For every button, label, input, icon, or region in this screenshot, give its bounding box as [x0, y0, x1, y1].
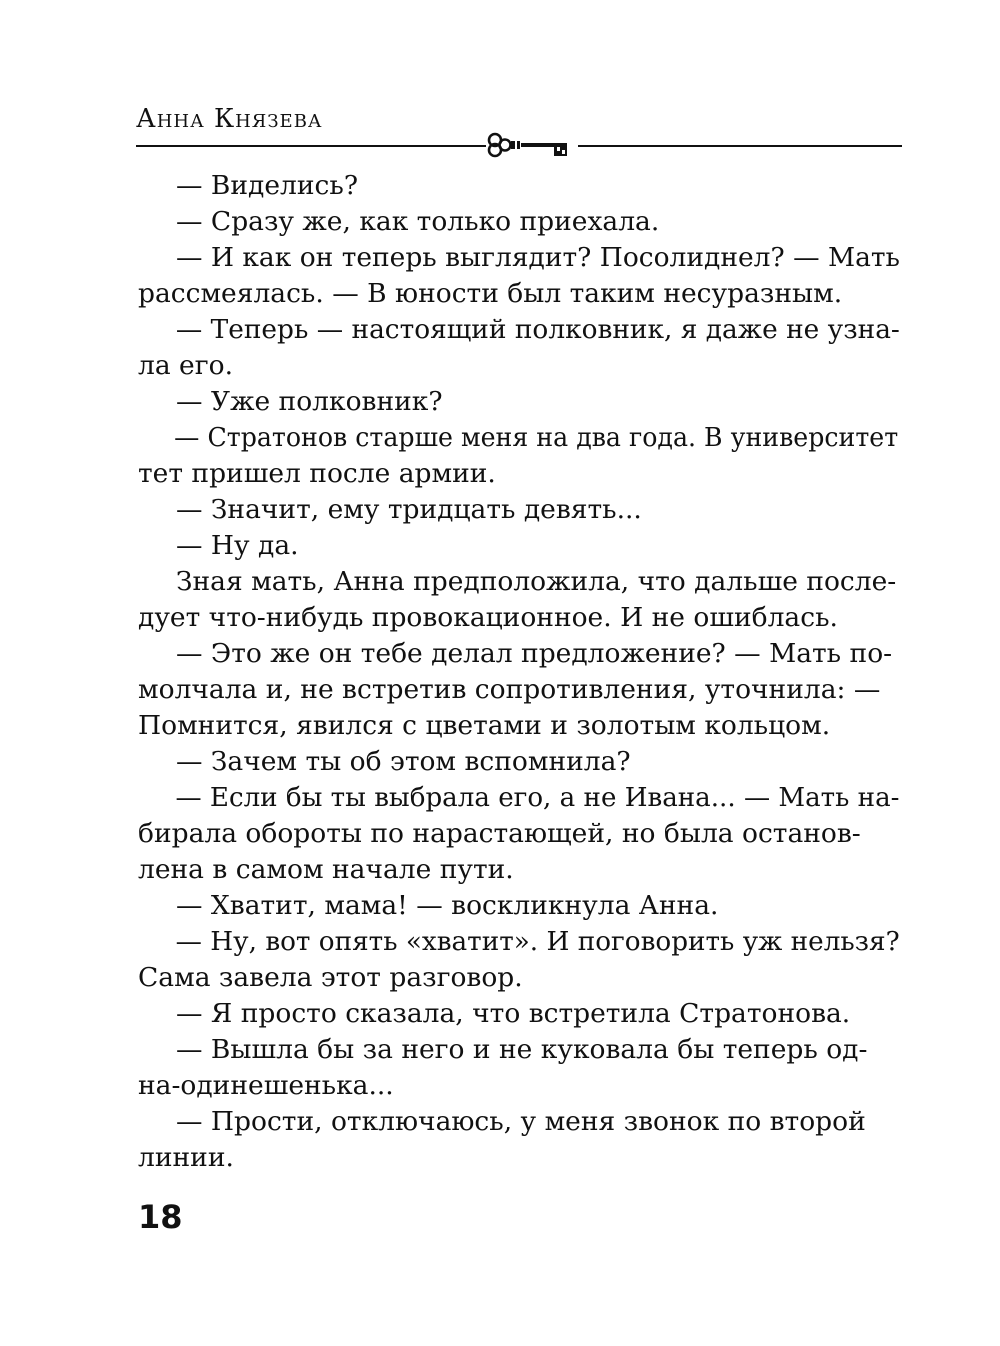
text-line: тет пришел после армии.	[138, 458, 496, 489]
text-line: — Если бы ты выбрала его, а не Ивана... — Мать на-	[175, 782, 900, 813]
text-line: — Прости, отключаюсь, у меня звонок по второй	[176, 1106, 866, 1137]
text-line: Помнится, явился с цветами и золотым кольцом.	[138, 710, 831, 741]
text-line: — Сразу же, как только приехала.	[176, 206, 660, 237]
text-line: линии.	[138, 1142, 234, 1173]
key-icon	[486, 126, 578, 162]
text-line: — Уже полковник?	[176, 386, 443, 417]
text-line: — Ну, вот опять «хватит». И поговорить уж нельзя?	[175, 926, 900, 957]
text-line: дует что-нибудь провокационное. И не ошиблась.	[138, 602, 838, 633]
text-line: — Это же он тебе делал предложение? — Мать по-	[176, 638, 893, 669]
text-line: Сама завела этот разговор.	[138, 962, 523, 993]
text-line: — Вышла бы за него и не куковала бы теперь од-	[176, 1034, 868, 1065]
text-line: молчала и, не встретив сопротивления, уточнила: —	[138, 674, 881, 705]
page-number: 18	[138, 1198, 183, 1236]
body-text	[138, 168, 900, 1176]
text-line: — Я просто сказала, что встретила Стратонова.	[176, 998, 851, 1029]
text-line: — Стратонов старше меня на два года. В университет	[174, 422, 899, 453]
text-line: — И как он теперь выглядит? Посолиднел? — Мать	[175, 242, 900, 273]
text-line: лена в самом начале пути.	[138, 854, 514, 885]
text-line: — Виделись?	[176, 170, 359, 201]
text-line: — Ну да.	[176, 530, 299, 561]
text-line: на-одинешенька...	[138, 1070, 394, 1101]
text-line: бирала обороты по нарастающей, но была останов-	[138, 818, 861, 849]
text-line: — Хватит, мама! — воскликнула Анна.	[176, 890, 719, 921]
text-line: рассмеялась. — В юности был таким несуразным.	[138, 278, 843, 309]
text-line: — Зачем ты об этом вспомнила?	[176, 746, 631, 777]
text-line: ла его.	[138, 350, 234, 381]
text-line: — Теперь — настоящий полковник, я даже не узна-	[175, 314, 900, 345]
text-line: — Значит, ему тридцать девять...	[176, 494, 642, 525]
running-head-author: Анна Князева	[136, 104, 323, 134]
text-line: Зная мать, Анна предположила, что дальше после-	[176, 566, 897, 597]
